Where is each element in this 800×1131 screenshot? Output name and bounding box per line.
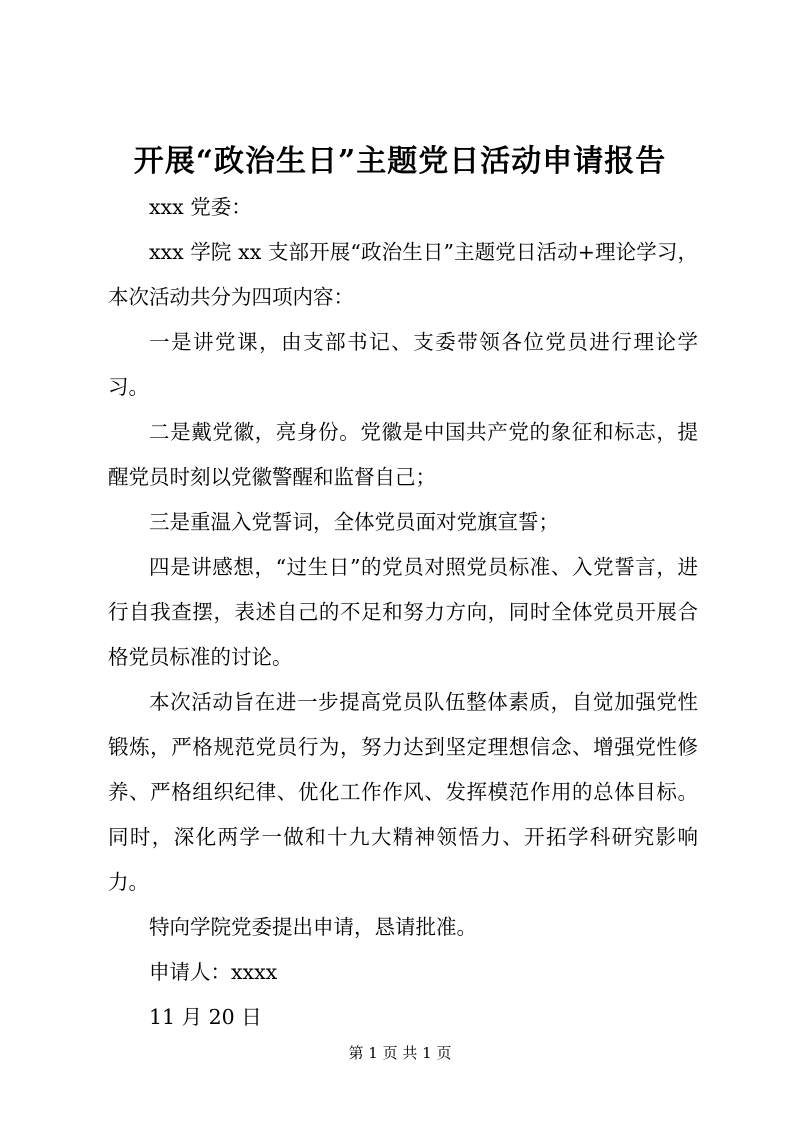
paragraph-intro: xxx 学院 xx 支部开展“政治生日”主题党日活动+理论学习，本次活动共分为四项内容： bbox=[108, 240, 698, 309]
applicant-line: 申请人：xxxx bbox=[149, 960, 278, 984]
document-body bbox=[108, 185, 698, 1040]
page-footer: 第 1 页 共 1 页 bbox=[348, 1044, 452, 1062]
paragraph-item-3: 三是重温入党誓词，全体党员面对党旗宣誓； bbox=[149, 510, 559, 534]
paragraph-request: 特向学院党委提出申请，恳请批准。 bbox=[149, 915, 477, 939]
paragraph-item-4: 四是讲感想，“过生日”的党员对照党员标准、入党誓言，进行自我查摆，表述自己的不足和努力方向，同时全体党员开展合格党员标准的讨论。 bbox=[108, 555, 698, 669]
paragraph-item-1: 一是讲党课，由支部书记、支委带领各位党员进行理论学习。 bbox=[108, 330, 698, 399]
paragraph-item-2: 二是戴党徽，亮身份。党徽是中国共产党的象征和标志，提醒党员时刻以党徽警醒和监督自己； bbox=[108, 420, 698, 489]
date-line: 11 月 20 日 bbox=[149, 1005, 262, 1029]
salutation: xxx 党委： bbox=[149, 195, 252, 219]
paragraph-purpose: 本次活动旨在进一步提高党员队伍整体素质，自觉加强党性锻炼，严格规范党员行为，努力达到坚定理想信念、增强党性修养、严格组织纪律、优化工作作风、发挥模范作用的总体目标。同时，深化两学一做和十九大精神领悟力、开拓学科研究影响力。 bbox=[108, 690, 698, 894]
document-title: 开展“政治生日”主题党日活动申请报告 bbox=[133, 144, 667, 179]
